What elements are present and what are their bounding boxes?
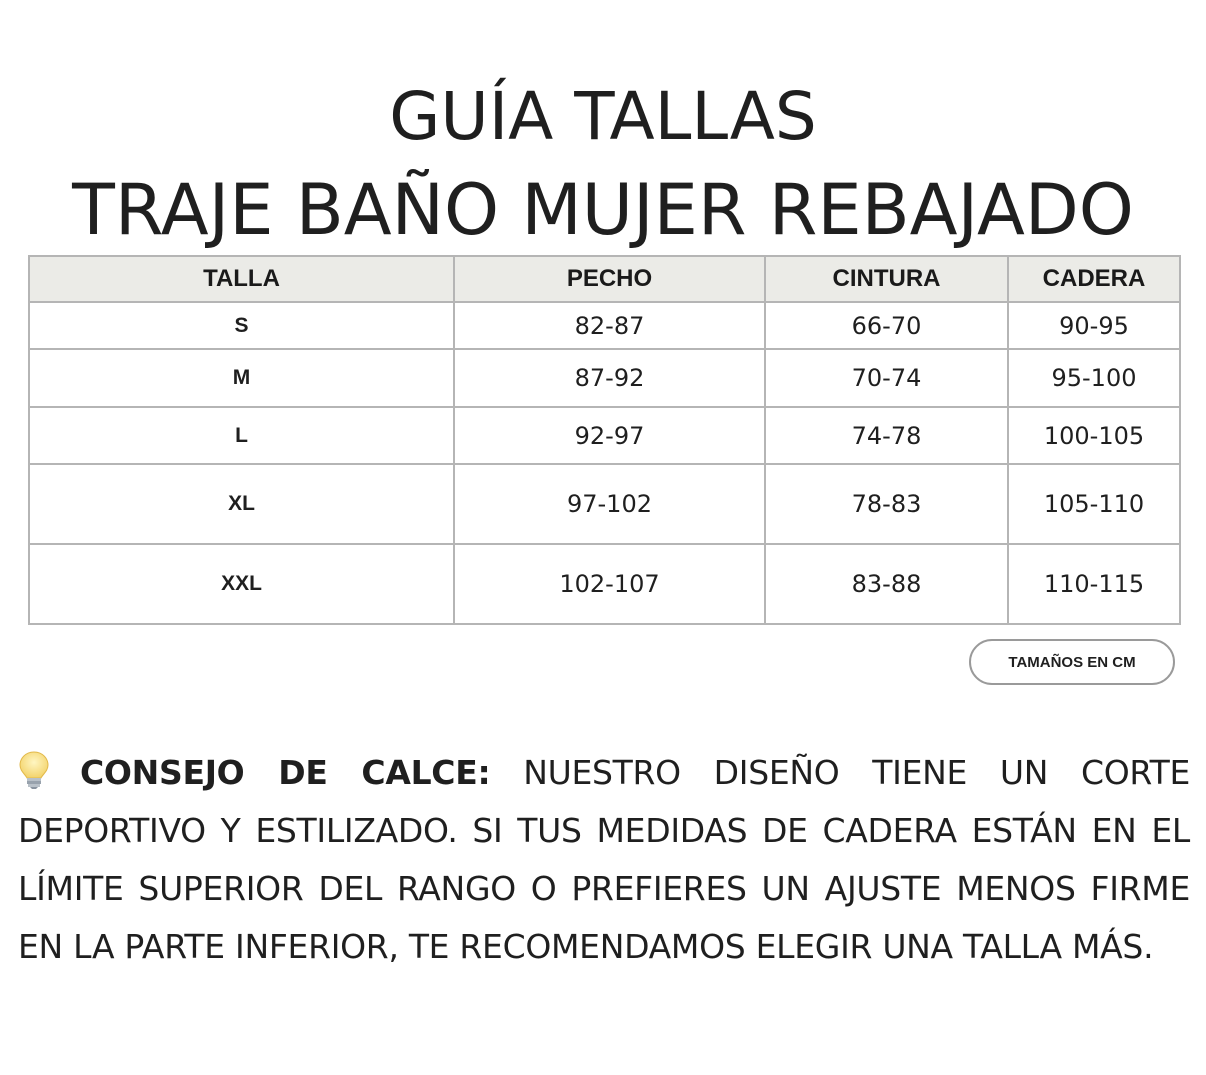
chest-cell: 97-102: [454, 464, 765, 544]
table-row: [29, 302, 1180, 349]
size-cell: M: [29, 349, 454, 407]
hip-cell: 90-95: [1008, 302, 1180, 349]
lightbulb-icon: [18, 750, 50, 790]
hip-cell: 110-115: [1008, 544, 1180, 624]
chest-cell: 102-107: [454, 544, 765, 624]
size-cell: S: [29, 302, 454, 349]
hip-cell: 100-105: [1008, 407, 1180, 464]
waist-cell: 74-78: [765, 407, 1008, 464]
table-row: [29, 407, 1180, 464]
units-badge: TAMAÑOS EN CM: [969, 639, 1175, 685]
size-cell: XL: [29, 464, 454, 544]
fit-tip-paragraph: [18, 744, 1190, 976]
chest-cell: 82-87: [454, 302, 765, 349]
chest-cell: 92-97: [454, 407, 765, 464]
waist-cell: 66-70: [765, 302, 1008, 349]
waist-cell: 70-74: [765, 349, 1008, 407]
column-header-cintura: CINTURA: [765, 256, 1008, 302]
table-header-row: [29, 256, 1180, 302]
chest-cell: 87-92: [454, 349, 765, 407]
table-row: [29, 544, 1180, 624]
column-header-pecho: PECHO: [454, 256, 765, 302]
tip-text: NUESTRO DISEÑO TIENE UN CORTE DEPORTIVO Y ESTILIZADO. SI TUS MEDIDAS DE CADERA ESTÁN EN EL LÍMITE SUPERIOR DEL RANGO O PREFIERES UN AJUSTE MENOS FIRME EN LA PARTE INFERIOR, TE RECOMENDAMOS ELEGIR UNA TALLA MÁS.: [18, 753, 1191, 966]
waist-cell: 83-88: [765, 544, 1008, 624]
column-header-talla: TALLA: [29, 256, 454, 302]
hip-cell: 105-110: [1008, 464, 1180, 544]
size-chart-table: [28, 255, 1181, 625]
size-cell: XXL: [29, 544, 454, 624]
tip-lead: CONSEJO DE CALCE:: [80, 753, 491, 792]
table-row: [29, 349, 1180, 407]
page-title-line-1: GUÍA TALLAS: [389, 78, 817, 156]
column-header-cadera: CADERA: [1008, 256, 1180, 302]
table-row: [29, 464, 1180, 544]
page-title-line-2: TRAJE BAÑO MUJER REBAJADO: [72, 168, 1134, 251]
hip-cell: 95-100: [1008, 349, 1180, 407]
size-cell: L: [29, 407, 454, 464]
waist-cell: 78-83: [765, 464, 1008, 544]
